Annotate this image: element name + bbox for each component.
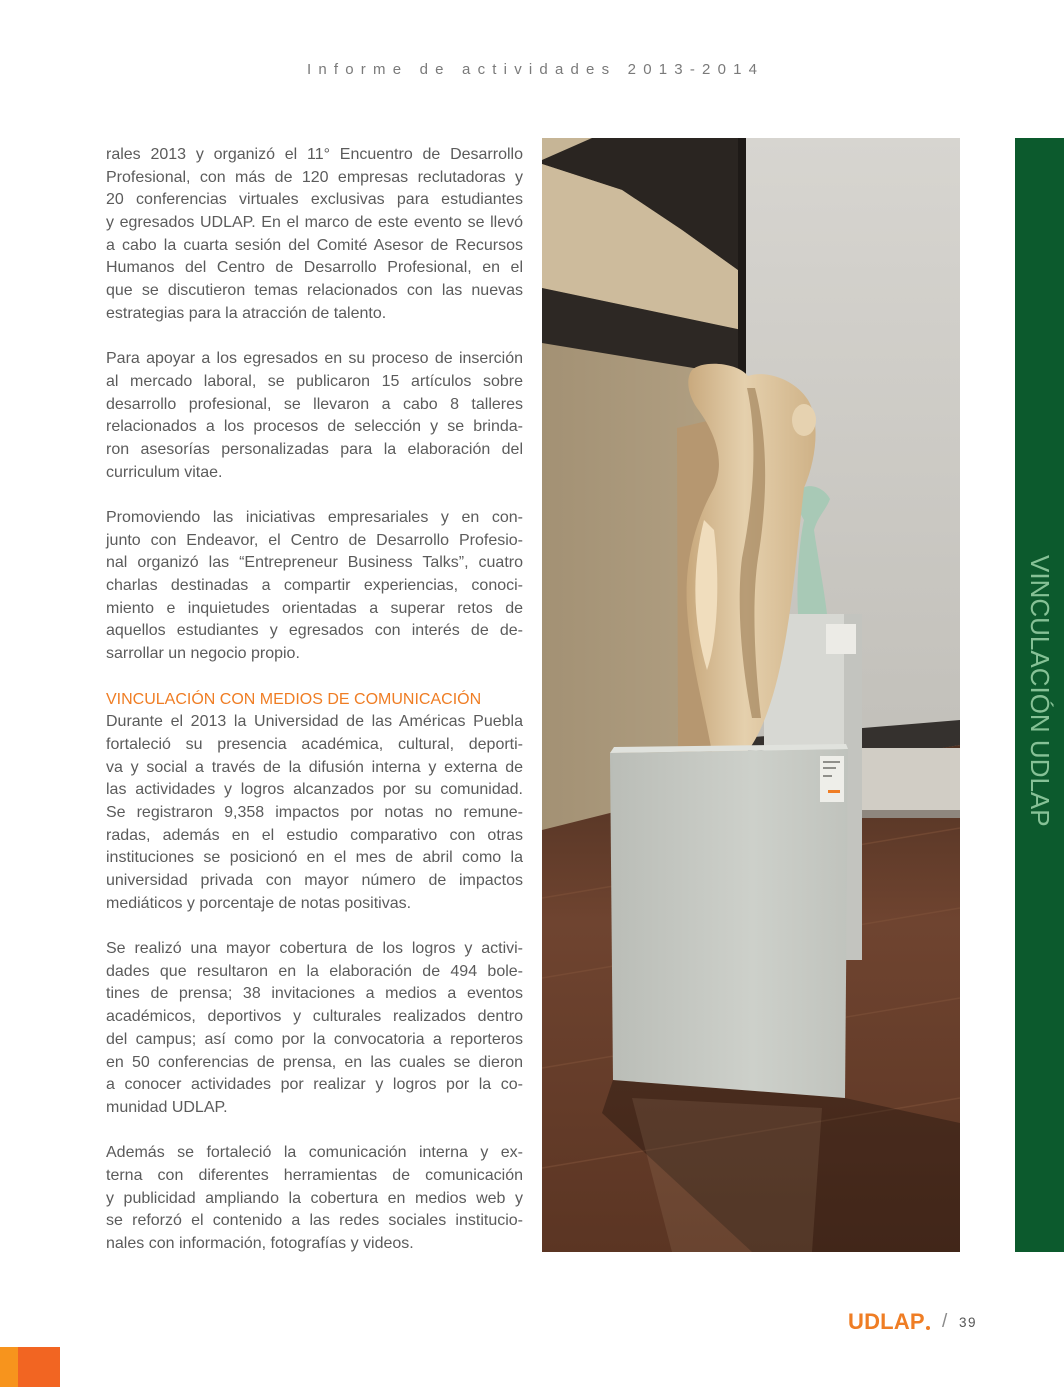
text-line: radas, además en el estudio comparativo con otras (106, 826, 523, 844)
text-line: a conocer actividades por realizar y logros por la co- (106, 1076, 523, 1094)
text-line: mediáticos y porcentaje de notas positivas. (106, 894, 412, 912)
text-line: en 50 conferencias de prensa, en las cuales se dieron (106, 1053, 523, 1071)
text-line: Además se fortaleció la comunicación interna y ex- (106, 1144, 523, 1162)
udlap-logo: UDLAP (848, 1309, 925, 1334)
text-line: curriculum vitae. (106, 463, 223, 481)
text-line: desarrollo profesional, se llevaron a cabo 8 talleres (106, 395, 523, 413)
text-line: ron asesorías personalizadas para la elaboración del (106, 440, 523, 458)
page-number: 39 (959, 1315, 978, 1330)
text-line: fortaleció su presencia académica, cultural, deporti- (106, 735, 523, 753)
text-line: Se registraron 9,358 impactos por notas no remune- (106, 803, 523, 821)
paragraph-section-2 (106, 938, 523, 1120)
text-line: Para apoyar a los egresados en su proceso de inserción (106, 350, 523, 368)
text-line: las actividades y logros alcanzados por su comunidad. (106, 781, 523, 799)
text-line: nales con información, fotografías y videos. (106, 1235, 414, 1252)
beam-edge (738, 138, 746, 376)
text-line: a cabo la cuarta sesión del Comité Asesor de Recursos (106, 236, 523, 254)
text-line: terna con diferentes herramientas de comunicación (106, 1166, 523, 1184)
body-text-column (106, 144, 523, 1256)
text-line: tines de prensa; 38 invitaciones a medios a eventos (106, 985, 523, 1003)
text-line: Durante el 2013 la Universidad de las Américas Puebla (106, 713, 523, 731)
text-line: Se realizó una mayor cobertura de los logros y activi- (106, 940, 523, 958)
text-line: universidad privada con mayor número de impactos (106, 872, 523, 889)
text-line: nal organizó las “Entrepreneur Business Talks”, cuatro (106, 554, 523, 572)
running-title: Informe de actividades 2013-2014 (306, 61, 765, 78)
text-line: Humanos del Centro de Desarrollo Profesional, en el (106, 259, 523, 277)
paragraph-section-3 (106, 1142, 523, 1255)
low-plinth (862, 748, 960, 816)
page-number-separator: / (942, 1311, 948, 1332)
text-line: Promoviendo las iniciativas empresariales y en con- (106, 509, 523, 526)
text-line: aquellos estudiantes y egresados con interés de de- (106, 622, 523, 640)
text-line: se reforzó el contenido a las redes sociales institucio- (106, 1212, 523, 1230)
pedestal-label-card (820, 756, 844, 802)
text-line: rales 2013 y organizó el 11° Encuentro de Desarrollo (106, 146, 523, 163)
text-line: al mercado laboral, se publicaron 15 artículos sobre (106, 372, 523, 390)
logo-registered-mark (926, 1326, 930, 1330)
sidebar-section-label: VINCULACIÓN UDLAP (1025, 555, 1055, 827)
text-line: dades que resultaron en la elaboración de 494 bole- (106, 962, 523, 980)
low-plinth-shadow (862, 810, 960, 818)
text-line: junto con Endeavor, el Centro de Desarrollo Profesio- (106, 531, 523, 549)
text-line: miento e inquietudes orientadas a superar retos de (106, 599, 523, 617)
paragraph-intro-3 (106, 507, 523, 666)
section-heading: VINCULACIÓN CON MEDIOS DE COMUNICACIÓN (106, 690, 482, 708)
text-line: munidad UDLAP. (106, 1098, 228, 1116)
text-line: Profesional, con más de 120 empresas reclutadoras y (106, 168, 523, 186)
paragraph-intro-2 (106, 348, 523, 484)
main-pedestal (610, 749, 848, 1098)
text-line: y publicidad ampliando la cobertura en medios web y (106, 1189, 523, 1207)
paragraph-intro-1 (106, 144, 523, 326)
corner-accent-dark (18, 1347, 60, 1387)
text-line: 20 conferencias virtuales exclusivas para estudiantes (106, 191, 523, 209)
text-line: sarrollar un negocio propio. (106, 645, 300, 663)
text-line: charlas destinadas a compartir experiencias, conoci- (106, 577, 523, 595)
gallery-sculpture-photo (542, 138, 960, 1252)
text-line: estrategias para la atracción de talento. (106, 304, 387, 322)
corner-accent-light (0, 1347, 18, 1387)
section-sidebar (1015, 138, 1064, 1252)
text-line: va y social a través de la difusión interna y externa de (106, 758, 523, 776)
text-line: del campus; así como por la convocatoria a reporteros (106, 1030, 523, 1048)
text-line: que se discutieron temas relacionados con las nuevas (106, 282, 523, 300)
paragraph-section-1 (106, 711, 523, 915)
text-line: académicos, deportivos y culturales realizados dentro (106, 1008, 523, 1026)
text-line: relacionados a los procesos de selección y se brinda- (106, 418, 523, 436)
text-line: instituciones se posicionó en el mes de abril como la (106, 849, 523, 867)
text-line: y egresados UDLAP. En el marco de este evento se llevó (106, 214, 523, 232)
back-pedestal-label (826, 624, 856, 654)
